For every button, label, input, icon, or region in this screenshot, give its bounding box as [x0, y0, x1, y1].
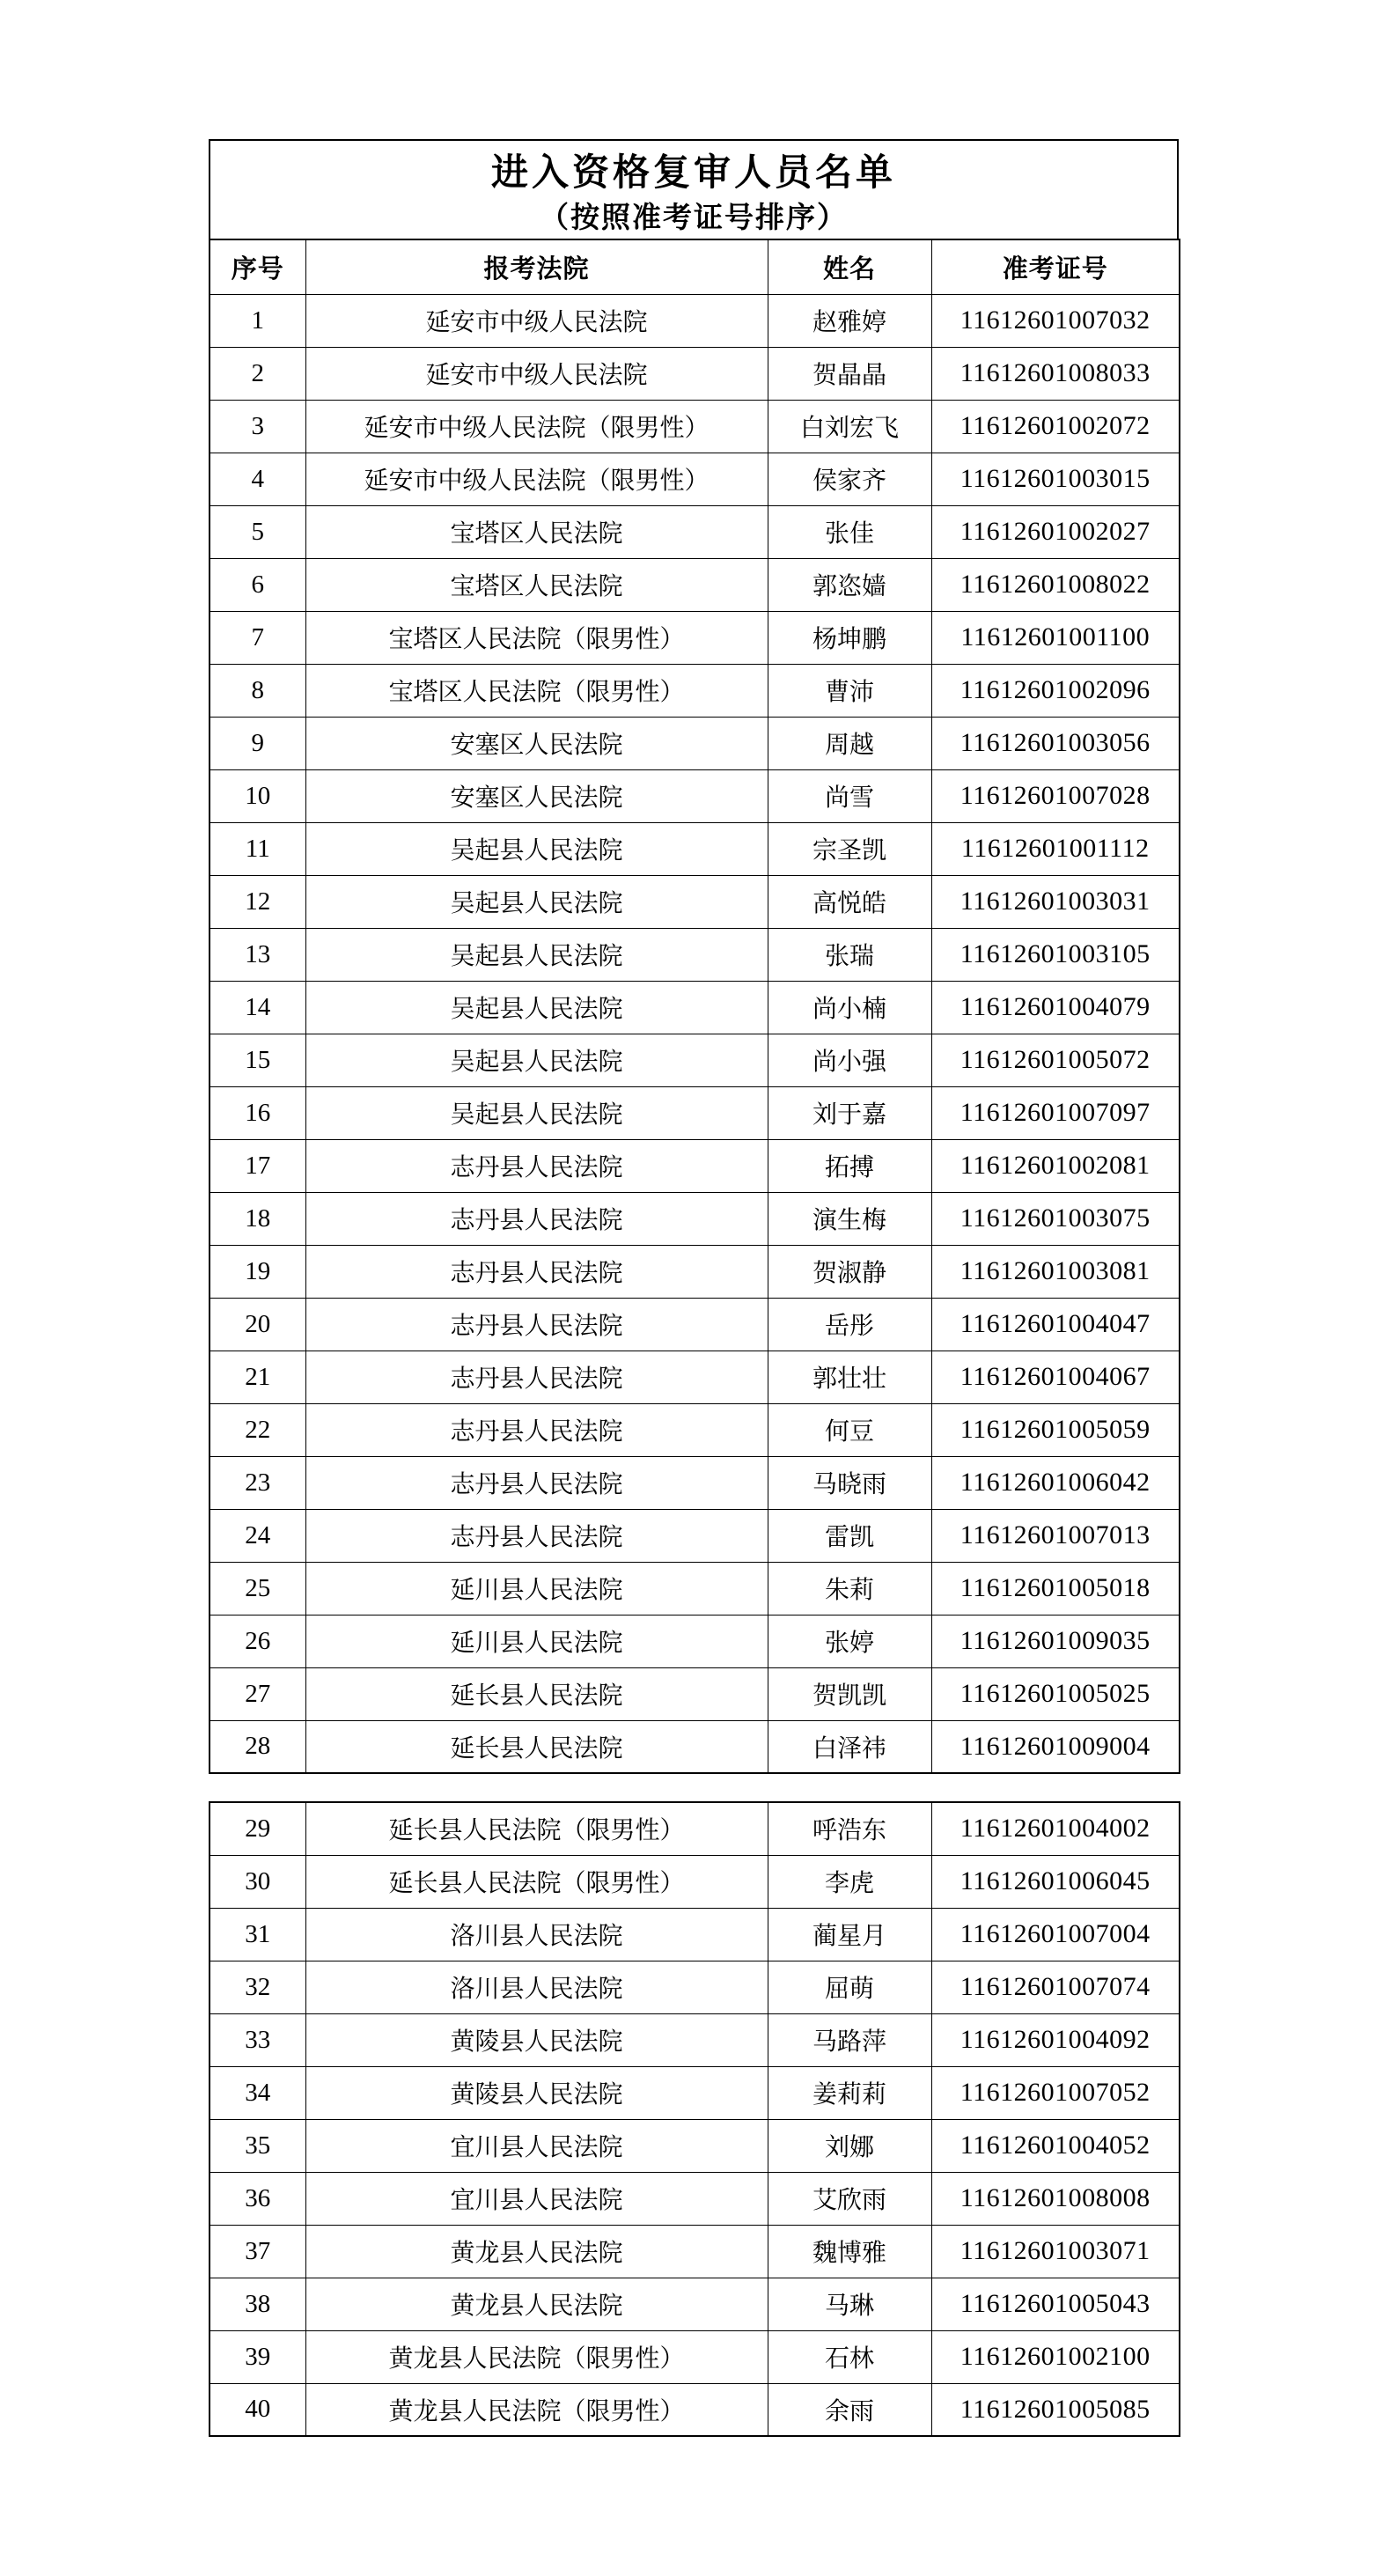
index-cell: 18 — [210, 1192, 305, 1245]
name-cell: 杨坤鹏 — [768, 611, 931, 664]
name-cell: 张瑞 — [768, 928, 931, 981]
name-cell: 贺凯凯 — [768, 1667, 931, 1720]
court-cell: 黄龙县人民法院 — [305, 2278, 768, 2330]
name-cell: 刘娜 — [768, 2119, 931, 2172]
table-row — [210, 294, 1180, 347]
ticket-cell: 11612601002027 — [931, 505, 1180, 558]
court-cell: 黄龙县人民法院（限男性） — [305, 2383, 768, 2436]
index-cell: 30 — [210, 1855, 305, 1908]
ticket-cell: 11612601005059 — [931, 1403, 1180, 1456]
court-cell: 志丹县人民法院 — [305, 1139, 768, 1192]
name-cell: 高悦皓 — [768, 875, 931, 928]
table-row — [210, 1615, 1180, 1667]
name-cell: 李虎 — [768, 1855, 931, 1908]
index-cell: 16 — [210, 1086, 305, 1139]
name-cell: 侯家齐 — [768, 453, 931, 505]
table-row — [210, 1509, 1180, 1562]
name-cell: 魏博雅 — [768, 2225, 931, 2278]
index-cell: 22 — [210, 1403, 305, 1456]
index-cell: 10 — [210, 769, 305, 822]
table-row — [210, 505, 1180, 558]
table-row — [210, 981, 1180, 1034]
court-cell: 洛川县人民法院 — [305, 1961, 768, 2013]
table-row — [210, 1351, 1180, 1403]
table-row — [210, 1908, 1180, 1961]
name-cell: 贺淑静 — [768, 1245, 931, 1298]
court-cell: 志丹县人民法院 — [305, 1298, 768, 1351]
roster-table-section-2 — [209, 1801, 1180, 2437]
index-cell: 34 — [210, 2066, 305, 2119]
table-row — [210, 1403, 1180, 1456]
index-cell: 14 — [210, 981, 305, 1034]
name-cell: 张婷 — [768, 1615, 931, 1667]
index-cell: 12 — [210, 875, 305, 928]
ticket-cell: 11612601004079 — [931, 981, 1180, 1034]
court-cell: 吴起县人民法院 — [305, 875, 768, 928]
table-row — [210, 2172, 1180, 2225]
column-header-court: 报考法院 — [305, 239, 768, 294]
index-cell: 3 — [210, 400, 305, 453]
index-cell: 7 — [210, 611, 305, 664]
court-cell: 吴起县人民法院 — [305, 822, 768, 875]
table-row — [210, 1720, 1180, 1773]
index-cell: 6 — [210, 558, 305, 611]
ticket-cell: 11612601007032 — [931, 294, 1180, 347]
index-cell: 20 — [210, 1298, 305, 1351]
name-cell: 余雨 — [768, 2383, 931, 2436]
table-row — [210, 1456, 1180, 1509]
name-cell: 尚小强 — [768, 1034, 931, 1086]
table-row — [210, 400, 1180, 453]
name-cell: 屈萌 — [768, 1961, 931, 2013]
court-cell: 吴起县人民法院 — [305, 981, 768, 1034]
ticket-cell: 11612601002072 — [931, 400, 1180, 453]
table-row — [210, 1245, 1180, 1298]
table-row — [210, 1034, 1180, 1086]
ticket-cell: 11612601009035 — [931, 1615, 1180, 1667]
index-cell: 11 — [210, 822, 305, 875]
name-cell: 马路萍 — [768, 2013, 931, 2066]
court-cell: 志丹县人民法院 — [305, 1245, 768, 1298]
index-cell: 1 — [210, 294, 305, 347]
name-cell: 刘于嘉 — [768, 1086, 931, 1139]
name-cell: 张佳 — [768, 505, 931, 558]
court-cell: 吴起县人民法院 — [305, 1034, 768, 1086]
court-cell: 吴起县人民法院 — [305, 928, 768, 981]
table-row — [210, 1298, 1180, 1351]
index-cell: 17 — [210, 1139, 305, 1192]
name-cell: 艾欣雨 — [768, 2172, 931, 2225]
name-cell: 演生梅 — [768, 1192, 931, 1245]
court-cell: 黄陵县人民法院 — [305, 2013, 768, 2066]
roster-table-section-1 — [209, 239, 1180, 1774]
court-cell: 黄龙县人民法院 — [305, 2225, 768, 2278]
ticket-cell: 11612601005018 — [931, 1562, 1180, 1615]
ticket-cell: 11612601002081 — [931, 1139, 1180, 1192]
name-cell: 宗圣凯 — [768, 822, 931, 875]
ticket-cell: 11612601002096 — [931, 664, 1180, 717]
table-row — [210, 1139, 1180, 1192]
ticket-cell: 11612601007052 — [931, 2066, 1180, 2119]
index-cell: 28 — [210, 1720, 305, 1773]
index-cell: 8 — [210, 664, 305, 717]
court-cell: 延安市中级人民法院 — [305, 294, 768, 347]
document-subtitle: （按照准考证号排序） — [540, 202, 848, 234]
court-cell: 黄龙县人民法院（限男性） — [305, 2330, 768, 2383]
name-cell: 周越 — [768, 717, 931, 769]
court-cell: 宜川县人民法院 — [305, 2172, 768, 2225]
table-header — [210, 239, 1180, 294]
name-cell: 石林 — [768, 2330, 931, 2383]
index-cell: 39 — [210, 2330, 305, 2383]
table-row — [210, 822, 1180, 875]
name-cell: 尚小楠 — [768, 981, 931, 1034]
ticket-cell: 11612601003056 — [931, 717, 1180, 769]
table-row — [210, 347, 1180, 400]
court-cell: 延长县人民法院 — [305, 1667, 768, 1720]
index-cell: 37 — [210, 2225, 305, 2278]
court-cell: 志丹县人民法院 — [305, 1403, 768, 1456]
table-row — [210, 2013, 1180, 2066]
ticket-cell: 11612601003015 — [931, 453, 1180, 505]
table-row — [210, 664, 1180, 717]
court-cell: 延川县人民法院 — [305, 1562, 768, 1615]
court-cell: 黄陵县人民法院 — [305, 2066, 768, 2119]
ticket-cell: 11612601004052 — [931, 2119, 1180, 2172]
name-cell: 朱莉 — [768, 1562, 931, 1615]
court-cell: 吴起县人民法院 — [305, 1086, 768, 1139]
ticket-cell: 11612601007074 — [931, 1961, 1180, 2013]
name-cell: 赵雅婷 — [768, 294, 931, 347]
index-cell: 23 — [210, 1456, 305, 1509]
column-header-name: 姓名 — [768, 239, 931, 294]
name-cell: 姜莉莉 — [768, 2066, 931, 2119]
court-cell: 延长县人民法院 — [305, 1720, 768, 1773]
court-cell: 延川县人民法院 — [305, 1615, 768, 1667]
court-cell: 延安市中级人民法院（限男性） — [305, 453, 768, 505]
index-cell: 5 — [210, 505, 305, 558]
index-cell: 9 — [210, 717, 305, 769]
document-page — [209, 139, 1179, 2437]
court-cell: 延长县人民法院（限男性） — [305, 1855, 768, 1908]
table-row — [210, 1086, 1180, 1139]
index-cell: 38 — [210, 2278, 305, 2330]
name-cell: 马琳 — [768, 2278, 931, 2330]
ticket-cell: 11612601002100 — [931, 2330, 1180, 2383]
index-cell: 25 — [210, 1562, 305, 1615]
name-cell: 雷凯 — [768, 1509, 931, 1562]
index-cell: 24 — [210, 1509, 305, 1562]
court-cell: 志丹县人民法院 — [305, 1351, 768, 1403]
table-row — [210, 875, 1180, 928]
index-cell: 32 — [210, 1961, 305, 2013]
court-cell: 延安市中级人民法院（限男性） — [305, 400, 768, 453]
index-cell: 27 — [210, 1667, 305, 1720]
table-row — [210, 2066, 1180, 2119]
name-cell: 郭壮壮 — [768, 1351, 931, 1403]
column-header-ticket: 准考证号 — [931, 239, 1180, 294]
name-cell: 曹沛 — [768, 664, 931, 717]
table-row — [210, 611, 1180, 664]
header-row — [210, 239, 1180, 294]
ticket-cell: 11612601009004 — [931, 1720, 1180, 1773]
ticket-cell: 11612601005043 — [931, 2278, 1180, 2330]
index-cell: 13 — [210, 928, 305, 981]
index-cell: 2 — [210, 347, 305, 400]
ticket-cell: 11612601007097 — [931, 1086, 1180, 1139]
document-title: 进入资格复审人员名单 — [490, 153, 896, 194]
index-cell: 35 — [210, 2119, 305, 2172]
name-cell: 岳彤 — [768, 1298, 931, 1351]
ticket-cell: 11612601004092 — [931, 2013, 1180, 2066]
court-cell: 安塞区人民法院 — [305, 717, 768, 769]
table-row — [210, 2330, 1180, 2383]
ticket-cell: 11612601007004 — [931, 1908, 1180, 1961]
table-row — [210, 1802, 1180, 1855]
index-cell: 33 — [210, 2013, 305, 2066]
index-cell: 26 — [210, 1615, 305, 1667]
name-cell: 贺晶晶 — [768, 347, 931, 400]
table-row — [210, 769, 1180, 822]
court-cell: 安塞区人民法院 — [305, 769, 768, 822]
ticket-cell: 11612601005085 — [931, 2383, 1180, 2436]
table-row — [210, 717, 1180, 769]
index-cell: 15 — [210, 1034, 305, 1086]
table-row — [210, 1855, 1180, 1908]
table-row — [210, 2383, 1180, 2436]
ticket-cell: 11612601008008 — [931, 2172, 1180, 2225]
ticket-cell: 11612601003071 — [931, 2225, 1180, 2278]
ticket-cell: 11612601008033 — [931, 347, 1180, 400]
ticket-cell: 11612601007013 — [931, 1509, 1180, 1562]
ticket-cell: 11612601001100 — [931, 611, 1180, 664]
court-cell: 宝塔区人民法院 — [305, 505, 768, 558]
name-cell: 何豆 — [768, 1403, 931, 1456]
court-cell: 志丹县人民法院 — [305, 1192, 768, 1245]
index-cell: 31 — [210, 1908, 305, 1961]
index-cell: 4 — [210, 453, 305, 505]
table-row — [210, 2278, 1180, 2330]
court-cell: 洛川县人民法院 — [305, 1908, 768, 1961]
ticket-cell: 11612601005072 — [931, 1034, 1180, 1086]
column-header-index: 序号 — [210, 239, 305, 294]
table-row — [210, 2119, 1180, 2172]
name-cell: 呼浩东 — [768, 1802, 931, 1855]
table-row — [210, 1192, 1180, 1245]
court-cell: 宝塔区人民法院（限男性） — [305, 611, 768, 664]
name-cell: 郭恣嫱 — [768, 558, 931, 611]
table-row — [210, 2225, 1180, 2278]
index-cell: 19 — [210, 1245, 305, 1298]
ticket-cell: 11612601008022 — [931, 558, 1180, 611]
table-row — [210, 1961, 1180, 2013]
court-cell: 宝塔区人民法院 — [305, 558, 768, 611]
name-cell: 蔺星月 — [768, 1908, 931, 1961]
title-block — [209, 139, 1179, 240]
ticket-cell: 11612601001112 — [931, 822, 1180, 875]
ticket-cell: 11612601003075 — [931, 1192, 1180, 1245]
index-cell: 29 — [210, 1802, 305, 1855]
ticket-cell: 11612601005025 — [931, 1667, 1180, 1720]
index-cell: 21 — [210, 1351, 305, 1403]
name-cell: 尚雪 — [768, 769, 931, 822]
court-cell: 宜川县人民法院 — [305, 2119, 768, 2172]
court-cell: 志丹县人民法院 — [305, 1456, 768, 1509]
table-row — [210, 1562, 1180, 1615]
ticket-cell: 11612601006045 — [931, 1855, 1180, 1908]
ticket-cell: 11612601003105 — [931, 928, 1180, 981]
table-row — [210, 558, 1180, 611]
name-cell: 马晓雨 — [768, 1456, 931, 1509]
ticket-cell: 11612601003081 — [931, 1245, 1180, 1298]
ticket-cell: 11612601004047 — [931, 1298, 1180, 1351]
index-cell: 40 — [210, 2383, 305, 2436]
ticket-cell: 11612601003031 — [931, 875, 1180, 928]
court-cell: 延长县人民法院（限男性） — [305, 1802, 768, 1855]
table-row — [210, 1667, 1180, 1720]
table-row — [210, 453, 1180, 505]
name-cell: 拓搏 — [768, 1139, 931, 1192]
index-cell: 36 — [210, 2172, 305, 2225]
court-cell: 志丹县人民法院 — [305, 1509, 768, 1562]
section-1-body — [210, 294, 1180, 1773]
name-cell: 白泽祎 — [768, 1720, 931, 1773]
section-2-body — [210, 1802, 1180, 2436]
table-row — [210, 928, 1180, 981]
ticket-cell: 11612601007028 — [931, 769, 1180, 822]
court-cell: 延安市中级人民法院 — [305, 347, 768, 400]
ticket-cell: 11612601006042 — [931, 1456, 1180, 1509]
ticket-cell: 11612601004002 — [931, 1802, 1180, 1855]
name-cell: 白刘宏飞 — [768, 400, 931, 453]
ticket-cell: 11612601004067 — [931, 1351, 1180, 1403]
court-cell: 宝塔区人民法院（限男性） — [305, 664, 768, 717]
